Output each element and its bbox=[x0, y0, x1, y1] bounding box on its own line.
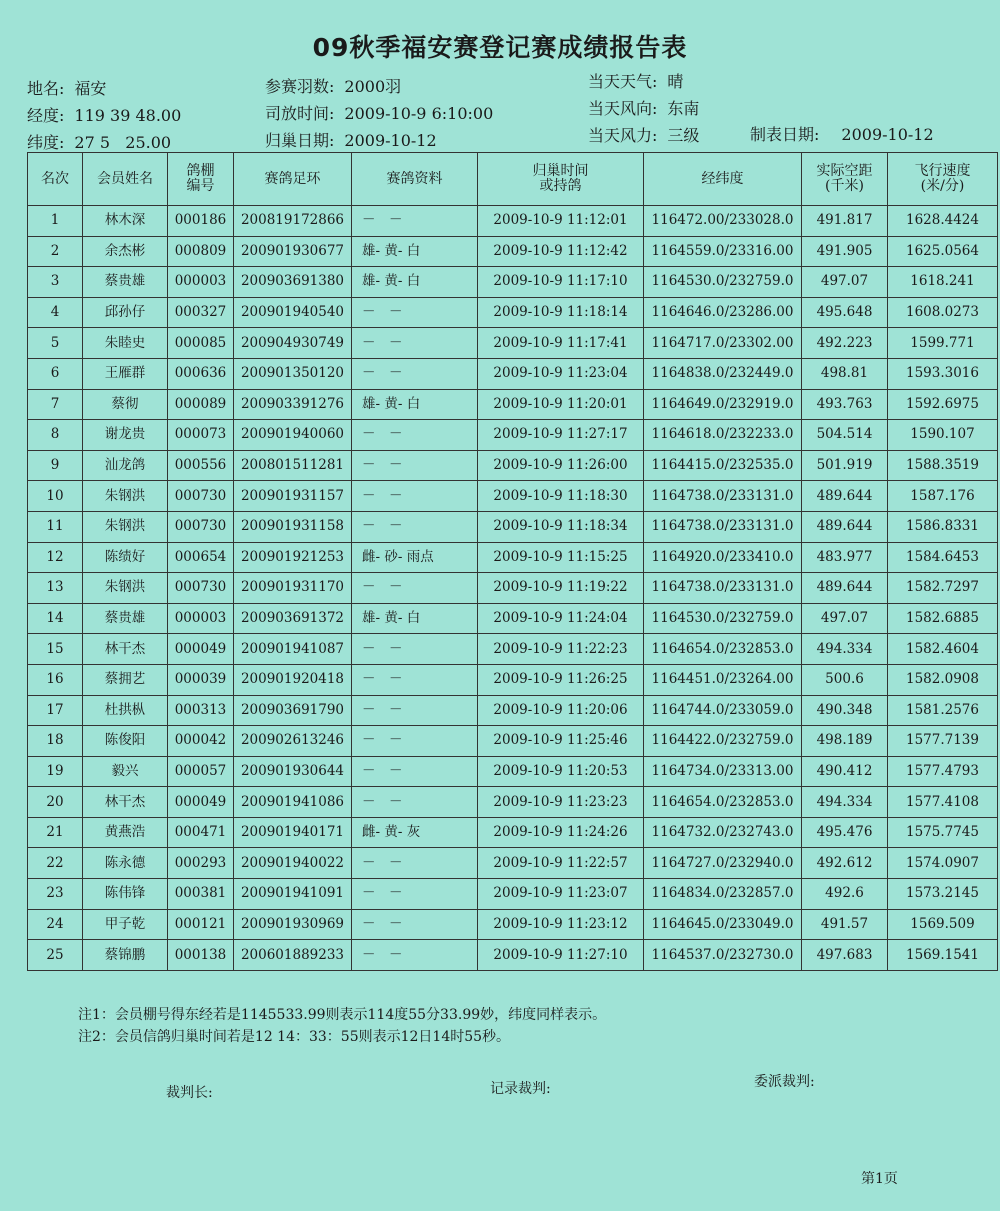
col-loft: 鸽棚 编号 bbox=[168, 153, 234, 206]
cell-coord: 1164618.0/232233.0 bbox=[644, 420, 802, 451]
cell-speed: 1574.0907 bbox=[888, 848, 998, 879]
cell-info: － － bbox=[352, 206, 478, 237]
cell-dist: 497.07 bbox=[802, 267, 888, 298]
cell-dist: 491.905 bbox=[802, 236, 888, 267]
cell-ring: 200903691380 bbox=[234, 267, 352, 298]
cell-info: － － bbox=[352, 726, 478, 757]
cell-loft: 000057 bbox=[168, 756, 234, 787]
cell-loft: 000049 bbox=[168, 634, 234, 665]
cell-name: 蔡彻 bbox=[83, 389, 168, 420]
cell-coord: 1164920.0/233410.0 bbox=[644, 542, 802, 573]
cell-name: 陈俊阳 bbox=[83, 726, 168, 757]
cell-ring: 200901930677 bbox=[234, 236, 352, 267]
cell-loft: 000730 bbox=[168, 511, 234, 542]
cell-coord: 1164727.0/232940.0 bbox=[644, 848, 802, 879]
table-row bbox=[28, 634, 998, 665]
col-coord: 经纬度 bbox=[644, 153, 802, 206]
cell-loft: 000471 bbox=[168, 817, 234, 848]
cell-speed: 1586.8331 bbox=[888, 511, 998, 542]
cell-speed: 1592.6975 bbox=[888, 389, 998, 420]
wind-direction-label: 当天风向: bbox=[588, 99, 658, 118]
cell-time: 2009-10-9 11:20:53 bbox=[478, 756, 644, 787]
cell-speed: 1590.107 bbox=[888, 420, 998, 451]
cell-ring: 200903691372 bbox=[234, 603, 352, 634]
cell-time: 2009-10-9 11:18:30 bbox=[478, 481, 644, 512]
cell-loft: 000039 bbox=[168, 664, 234, 695]
cell-info: － － bbox=[352, 420, 478, 451]
note-1: 注1：会员棚号得东经若是1145533.99则表示114度55分33.99妙，纬度同样表示。 bbox=[78, 1007, 607, 1023]
cell-speed: 1582.0908 bbox=[888, 664, 998, 695]
cell-time: 2009-10-9 11:23:12 bbox=[478, 909, 644, 940]
cell-time: 2009-10-9 11:17:41 bbox=[478, 328, 644, 359]
cell-name: 蔡锦鹏 bbox=[83, 940, 168, 971]
cell-coord: 1164415.0/232535.0 bbox=[644, 450, 802, 481]
wind-force-value: 三级 bbox=[667, 126, 700, 145]
table-row bbox=[28, 756, 998, 787]
cell-info: － － bbox=[352, 879, 478, 910]
cell-speed: 1625.0564 bbox=[888, 236, 998, 267]
cell-coord: 1164738.0/233131.0 bbox=[644, 511, 802, 542]
col-name: 会员姓名 bbox=[83, 153, 168, 206]
table-row bbox=[28, 603, 998, 634]
cell-name: 蔡贵雄 bbox=[83, 267, 168, 298]
cell-loft: 000138 bbox=[168, 940, 234, 971]
cell-info: － － bbox=[352, 358, 478, 389]
cell-coord: 1164422.0/232759.0 bbox=[644, 726, 802, 757]
cell-ring: 200901941091 bbox=[234, 879, 352, 910]
cell-loft: 000085 bbox=[168, 328, 234, 359]
cell-name: 甲子乾 bbox=[83, 909, 168, 940]
cell-loft: 000089 bbox=[168, 389, 234, 420]
cell-info: － － bbox=[352, 787, 478, 818]
cell-coord: 1164732.0/232743.0 bbox=[644, 817, 802, 848]
cell-dist: 497.683 bbox=[802, 940, 888, 971]
cell-loft: 000730 bbox=[168, 481, 234, 512]
cell-loft: 000636 bbox=[168, 358, 234, 389]
cell-time: 2009-10-9 11:19:22 bbox=[478, 573, 644, 604]
cell-name: 杜拱枞 bbox=[83, 695, 168, 726]
cell-time: 2009-10-9 11:23:04 bbox=[478, 358, 644, 389]
cell-loft: 000073 bbox=[168, 420, 234, 451]
cell-ring: 200901930969 bbox=[234, 909, 352, 940]
cell-speed: 1569.1541 bbox=[888, 940, 998, 971]
cell-info: 雌- 黄- 灰 bbox=[352, 817, 478, 848]
cell-rank: 17 bbox=[28, 695, 83, 726]
cell-name: 林干杰 bbox=[83, 787, 168, 818]
cell-time: 2009-10-9 11:20:06 bbox=[478, 695, 644, 726]
cell-ring: 200901941086 bbox=[234, 787, 352, 818]
cell-name: 汕龙鸽 bbox=[83, 450, 168, 481]
cell-speed: 1599.771 bbox=[888, 328, 998, 359]
wind-force-label: 当天风力: bbox=[588, 126, 658, 145]
cell-loft: 000313 bbox=[168, 695, 234, 726]
cell-rank: 16 bbox=[28, 664, 83, 695]
cell-loft: 000121 bbox=[168, 909, 234, 940]
wind-direction-field bbox=[588, 96, 699, 119]
cell-speed: 1569.509 bbox=[888, 909, 998, 940]
cell-ring: 200901940171 bbox=[234, 817, 352, 848]
cell-info: 雄- 黄- 白 bbox=[352, 389, 478, 420]
weather-label: 当天天气: bbox=[588, 72, 658, 91]
cell-loft: 000730 bbox=[168, 573, 234, 604]
cell-rank: 3 bbox=[28, 267, 83, 298]
place-field bbox=[27, 76, 106, 99]
cell-name: 林木深 bbox=[83, 206, 168, 237]
release-field bbox=[265, 101, 493, 124]
cell-dist: 491.57 bbox=[802, 909, 888, 940]
cell-ring: 200903391276 bbox=[234, 389, 352, 420]
cell-name: 朱钢洪 bbox=[83, 511, 168, 542]
col-dist: 实际空距 (千米) bbox=[802, 153, 888, 206]
cell-ring: 200903691790 bbox=[234, 695, 352, 726]
cell-rank: 8 bbox=[28, 420, 83, 451]
cell-ring: 200904930749 bbox=[234, 328, 352, 359]
cell-time: 2009-10-9 11:17:10 bbox=[478, 267, 644, 298]
cell-name: 黄燕浩 bbox=[83, 817, 168, 848]
cell-info: － － bbox=[352, 450, 478, 481]
cell-dist: 489.644 bbox=[802, 573, 888, 604]
count-field bbox=[265, 74, 401, 97]
cell-dist: 490.412 bbox=[802, 756, 888, 787]
cell-loft: 000556 bbox=[168, 450, 234, 481]
made-date-label: 制表日期: bbox=[750, 125, 820, 144]
cell-coord: 1164645.0/233049.0 bbox=[644, 909, 802, 940]
cell-info: － － bbox=[352, 481, 478, 512]
cell-name: 朱钢洪 bbox=[83, 573, 168, 604]
cell-dist: 500.6 bbox=[802, 664, 888, 695]
table-row bbox=[28, 848, 998, 879]
cell-speed: 1575.7745 bbox=[888, 817, 998, 848]
cell-rank: 1 bbox=[28, 206, 83, 237]
table-row bbox=[28, 542, 998, 573]
cell-rank: 4 bbox=[28, 297, 83, 328]
cell-coord: 1164530.0/232759.0 bbox=[644, 603, 802, 634]
col-ring: 赛鸽足环 bbox=[234, 153, 352, 206]
weather-field bbox=[588, 69, 683, 92]
cell-coord: 1164838.0/232449.0 bbox=[644, 358, 802, 389]
return-label: 归巢日期: bbox=[265, 131, 335, 150]
cell-ring: 200901930644 bbox=[234, 756, 352, 787]
cell-name: 陈永德 bbox=[83, 848, 168, 879]
cell-loft: 000327 bbox=[168, 297, 234, 328]
cell-time: 2009-10-9 11:12:01 bbox=[478, 206, 644, 237]
cell-dist: 497.07 bbox=[802, 603, 888, 634]
release-label: 司放时间: bbox=[265, 104, 335, 123]
cell-time: 2009-10-9 11:20:01 bbox=[478, 389, 644, 420]
latitude-field bbox=[27, 130, 171, 153]
cell-dist: 494.334 bbox=[802, 634, 888, 665]
cell-info: － － bbox=[352, 756, 478, 787]
col-rank: 名次 bbox=[28, 153, 83, 206]
cell-coord: 1164537.0/232730.0 bbox=[644, 940, 802, 971]
cell-speed: 1573.2145 bbox=[888, 879, 998, 910]
cell-name: 余杰彬 bbox=[83, 236, 168, 267]
cell-dist: 504.514 bbox=[802, 420, 888, 451]
cell-ring: 200901940022 bbox=[234, 848, 352, 879]
cell-name: 邱孙仔 bbox=[83, 297, 168, 328]
cell-time: 2009-10-9 11:26:00 bbox=[478, 450, 644, 481]
cell-speed: 1582.7297 bbox=[888, 573, 998, 604]
cell-dist: 492.6 bbox=[802, 879, 888, 910]
cell-dist: 489.644 bbox=[802, 511, 888, 542]
cell-coord: 1164738.0/233131.0 bbox=[644, 573, 802, 604]
cell-loft: 000003 bbox=[168, 267, 234, 298]
results-body bbox=[28, 206, 998, 971]
cell-info: － － bbox=[352, 695, 478, 726]
cell-time: 2009-10-9 11:23:23 bbox=[478, 787, 644, 818]
cell-rank: 18 bbox=[28, 726, 83, 757]
latitude-label: 纬度: bbox=[27, 133, 65, 152]
cell-coord: 1164654.0/232853.0 bbox=[644, 787, 802, 818]
cell-time: 2009-10-9 11:23:07 bbox=[478, 879, 644, 910]
cell-name: 蔡拥艺 bbox=[83, 664, 168, 695]
cell-rank: 6 bbox=[28, 358, 83, 389]
cell-info: － － bbox=[352, 940, 478, 971]
table-row bbox=[28, 450, 998, 481]
table-row bbox=[28, 511, 998, 542]
cell-rank: 20 bbox=[28, 787, 83, 818]
cell-speed: 1584.6453 bbox=[888, 542, 998, 573]
cell-speed: 1577.7139 bbox=[888, 726, 998, 757]
cell-time: 2009-10-9 11:18:14 bbox=[478, 297, 644, 328]
cell-info: 雌- 砂- 雨点 bbox=[352, 542, 478, 573]
cell-info: 雄- 黄- 白 bbox=[352, 236, 478, 267]
cell-loft: 000049 bbox=[168, 787, 234, 818]
cell-speed: 1577.4108 bbox=[888, 787, 998, 818]
cell-dist: 495.648 bbox=[802, 297, 888, 328]
cell-dist: 498.189 bbox=[802, 726, 888, 757]
cell-dist: 489.644 bbox=[802, 481, 888, 512]
cell-rank: 24 bbox=[28, 909, 83, 940]
cell-coord: 1164834.0/232857.0 bbox=[644, 879, 802, 910]
cell-rank: 21 bbox=[28, 817, 83, 848]
cell-time: 2009-10-9 11:24:04 bbox=[478, 603, 644, 634]
cell-ring: 200601889233 bbox=[234, 940, 352, 971]
cell-speed: 1618.241 bbox=[888, 267, 998, 298]
cell-name: 陈伟锋 bbox=[83, 879, 168, 910]
table-row bbox=[28, 481, 998, 512]
cell-name: 蔡贵雄 bbox=[83, 603, 168, 634]
cell-info: 雄- 黄- 白 bbox=[352, 603, 478, 634]
cell-ring: 200901920418 bbox=[234, 664, 352, 695]
note-2: 注2：会员信鸽归巢时间若是12 14：33：55则表示12日14时55秒。 bbox=[78, 1029, 511, 1045]
cell-name: 陈绩好 bbox=[83, 542, 168, 573]
longitude-field bbox=[27, 103, 181, 126]
table-row bbox=[28, 726, 998, 757]
cell-ring: 200901940540 bbox=[234, 297, 352, 328]
table-header-row bbox=[28, 153, 998, 206]
cell-speed: 1588.3519 bbox=[888, 450, 998, 481]
place-value: 福安 bbox=[74, 79, 107, 98]
cell-info: － － bbox=[352, 664, 478, 695]
table-row bbox=[28, 940, 998, 971]
chief-referee-label: 裁判长: bbox=[166, 1085, 213, 1101]
count-value: 2000羽 bbox=[344, 77, 402, 96]
wind-force-field bbox=[588, 123, 699, 146]
table-row bbox=[28, 328, 998, 359]
cell-rank: 11 bbox=[28, 511, 83, 542]
cell-ring: 200901921253 bbox=[234, 542, 352, 573]
cell-time: 2009-10-9 11:18:34 bbox=[478, 511, 644, 542]
place-label: 地名: bbox=[27, 79, 65, 98]
cell-ring: 200901940060 bbox=[234, 420, 352, 451]
cell-loft: 000654 bbox=[168, 542, 234, 573]
wind-direction-value: 东南 bbox=[667, 99, 700, 118]
table-row bbox=[28, 420, 998, 451]
table-row bbox=[28, 297, 998, 328]
table-row bbox=[28, 787, 998, 818]
cell-ring: 200901931157 bbox=[234, 481, 352, 512]
cell-name: 王雁群 bbox=[83, 358, 168, 389]
cell-info: － － bbox=[352, 909, 478, 940]
cell-dist: 491.817 bbox=[802, 206, 888, 237]
col-speed: 飞行速度 (米/分) bbox=[888, 153, 998, 206]
cell-dist: 495.476 bbox=[802, 817, 888, 848]
cell-speed: 1587.176 bbox=[888, 481, 998, 512]
cell-rank: 13 bbox=[28, 573, 83, 604]
weather-value: 晴 bbox=[667, 72, 684, 91]
table-row bbox=[28, 389, 998, 420]
table-row bbox=[28, 879, 998, 910]
cell-coord: 1164738.0/233131.0 bbox=[644, 481, 802, 512]
cell-rank: 7 bbox=[28, 389, 83, 420]
cell-dist: 498.81 bbox=[802, 358, 888, 389]
cell-loft: 000003 bbox=[168, 603, 234, 634]
cell-coord: 1164451.0/23264.00 bbox=[644, 664, 802, 695]
cell-info: － － bbox=[352, 297, 478, 328]
cell-speed: 1577.4793 bbox=[888, 756, 998, 787]
cell-info: 雄- 黄- 白 bbox=[352, 267, 478, 298]
table-row bbox=[28, 358, 998, 389]
page-number: 第1页 bbox=[861, 1171, 898, 1187]
cell-coord: 1164744.0/233059.0 bbox=[644, 695, 802, 726]
return-value: 2009-10-12 bbox=[344, 131, 437, 150]
cell-coord: 1164646.0/23286.00 bbox=[644, 297, 802, 328]
return-field bbox=[265, 128, 437, 151]
col-info: 赛鸽资料 bbox=[352, 153, 478, 206]
cell-coord: 1164559.0/23316.00 bbox=[644, 236, 802, 267]
table-row bbox=[28, 573, 998, 604]
table-row bbox=[28, 236, 998, 267]
cell-info: － － bbox=[352, 848, 478, 879]
cell-info: － － bbox=[352, 328, 478, 359]
cell-name: 谢龙贵 bbox=[83, 420, 168, 451]
results-table bbox=[27, 152, 998, 971]
table-row bbox=[28, 267, 998, 298]
cell-ring: 200901931158 bbox=[234, 511, 352, 542]
cell-rank: 2 bbox=[28, 236, 83, 267]
cell-time: 2009-10-9 11:22:23 bbox=[478, 634, 644, 665]
cell-time: 2009-10-9 11:27:17 bbox=[478, 420, 644, 451]
longitude-value: 119 39 48.00 bbox=[74, 106, 182, 125]
cell-ring: 200902613246 bbox=[234, 726, 352, 757]
cell-name: 林干杰 bbox=[83, 634, 168, 665]
cell-rank: 9 bbox=[28, 450, 83, 481]
recorder-referee-label: 记录裁判: bbox=[490, 1081, 551, 1097]
cell-dist: 492.223 bbox=[802, 328, 888, 359]
table-row bbox=[28, 695, 998, 726]
cell-time: 2009-10-9 11:15:25 bbox=[478, 542, 644, 573]
made-date-field bbox=[750, 122, 934, 145]
cell-coord: 1164654.0/232853.0 bbox=[644, 634, 802, 665]
cell-time: 2009-10-9 11:12:42 bbox=[478, 236, 644, 267]
cell-loft: 000042 bbox=[168, 726, 234, 757]
count-label: 参赛羽数: bbox=[265, 77, 335, 96]
cell-rank: 25 bbox=[28, 940, 83, 971]
cell-time: 2009-10-9 11:27:10 bbox=[478, 940, 644, 971]
cell-info: － － bbox=[352, 573, 478, 604]
cell-coord: 1164530.0/232759.0 bbox=[644, 267, 802, 298]
cell-dist: 490.348 bbox=[802, 695, 888, 726]
cell-name: 朱钢洪 bbox=[83, 481, 168, 512]
longitude-label: 经度: bbox=[27, 106, 65, 125]
cell-time: 2009-10-9 11:26:25 bbox=[478, 664, 644, 695]
table-row bbox=[28, 664, 998, 695]
cell-time: 2009-10-9 11:24:26 bbox=[478, 817, 644, 848]
cell-loft: 000809 bbox=[168, 236, 234, 267]
cell-speed: 1628.4424 bbox=[888, 206, 998, 237]
cell-rank: 19 bbox=[28, 756, 83, 787]
cell-loft: 000381 bbox=[168, 879, 234, 910]
cell-loft: 000186 bbox=[168, 206, 234, 237]
latitude-value: 27 5 25.00 bbox=[74, 133, 172, 152]
cell-rank: 15 bbox=[28, 634, 83, 665]
cell-coord: 1164734.0/23313.00 bbox=[644, 756, 802, 787]
cell-ring: 200819172866 bbox=[234, 206, 352, 237]
cell-rank: 10 bbox=[28, 481, 83, 512]
col-time: 归巢时间 或持鸽 bbox=[478, 153, 644, 206]
table-row bbox=[28, 909, 998, 940]
cell-dist: 494.334 bbox=[802, 787, 888, 818]
cell-time: 2009-10-9 11:22:57 bbox=[478, 848, 644, 879]
cell-name: 朱睦史 bbox=[83, 328, 168, 359]
cell-info: － － bbox=[352, 511, 478, 542]
table-row bbox=[28, 206, 998, 237]
cell-rank: 12 bbox=[28, 542, 83, 573]
cell-name: 毅兴 bbox=[83, 756, 168, 787]
cell-dist: 501.919 bbox=[802, 450, 888, 481]
cell-coord: 1164717.0/23302.00 bbox=[644, 328, 802, 359]
table-row bbox=[28, 817, 998, 848]
cell-speed: 1582.4604 bbox=[888, 634, 998, 665]
report-title: 09秋季福安赛登记赛成绩报告表 bbox=[312, 33, 688, 62]
cell-rank: 14 bbox=[28, 603, 83, 634]
cell-loft: 000293 bbox=[168, 848, 234, 879]
cell-dist: 492.612 bbox=[802, 848, 888, 879]
cell-ring: 200801511281 bbox=[234, 450, 352, 481]
cell-speed: 1581.2576 bbox=[888, 695, 998, 726]
release-value: 2009-10-9 6:10:00 bbox=[344, 104, 494, 123]
cell-rank: 23 bbox=[28, 879, 83, 910]
cell-rank: 22 bbox=[28, 848, 83, 879]
cell-rank: 5 bbox=[28, 328, 83, 359]
cell-info: － － bbox=[352, 634, 478, 665]
made-date-value: 2009-10-12 bbox=[841, 125, 934, 144]
cell-speed: 1608.0273 bbox=[888, 297, 998, 328]
cell-ring: 200901350120 bbox=[234, 358, 352, 389]
cell-coord: 116472.00/233028.0 bbox=[644, 206, 802, 237]
cell-coord: 1164649.0/232919.0 bbox=[644, 389, 802, 420]
cell-ring: 200901941087 bbox=[234, 634, 352, 665]
cell-dist: 493.763 bbox=[802, 389, 888, 420]
cell-speed: 1593.3016 bbox=[888, 358, 998, 389]
cell-time: 2009-10-9 11:25:46 bbox=[478, 726, 644, 757]
cell-speed: 1582.6885 bbox=[888, 603, 998, 634]
delegate-referee-label: 委派裁判: bbox=[754, 1074, 815, 1090]
cell-ring: 200901931170 bbox=[234, 573, 352, 604]
cell-dist: 483.977 bbox=[802, 542, 888, 573]
